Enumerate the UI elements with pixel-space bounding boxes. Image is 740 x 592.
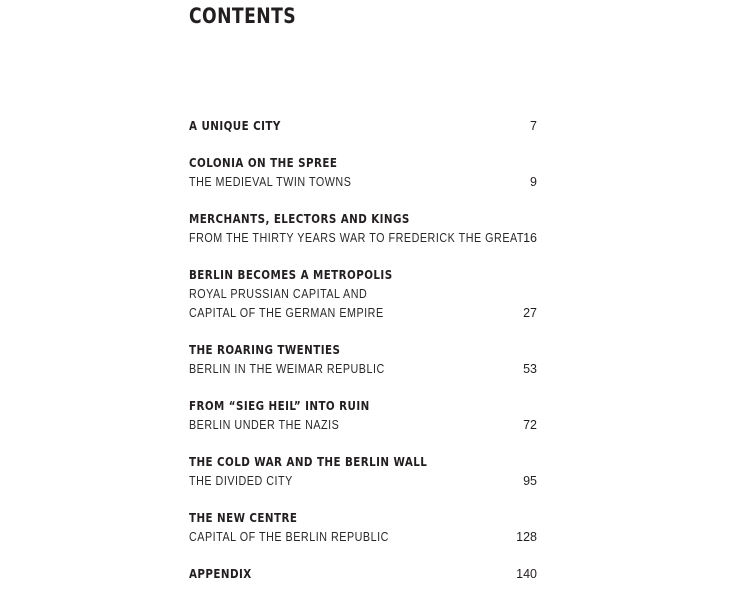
toc-entry-heading: MERCHANTS, ELECTORS AND KINGS [189,212,410,226]
toc-entry-subtitle: THE DIVIDED CITY [189,474,293,488]
toc-entry[interactable] [189,453,549,491]
toc-entry[interactable] [189,397,549,435]
toc-page-number: 53 [523,362,537,376]
toc-page-number: 16 [523,231,537,245]
toc-entry-subtitle: FROM THE THIRTY YEARS WAR TO FREDERICK THE GREAT [189,231,524,245]
toc-page-number: 95 [523,474,537,488]
toc-entry-heading: BERLIN BECOMES A METROPOLIS [189,268,393,282]
toc-page-number: 9 [530,175,537,189]
toc-entry-heading: APPENDIX [189,567,252,581]
toc-page-number: 7 [530,119,537,133]
toc-entry[interactable] [189,509,549,547]
toc-entry-subtitle: ROYAL PRUSSIAN CAPITAL AND [189,287,368,301]
toc-entry-subtitle: BERLIN UNDER THE NAZIS [189,418,340,432]
table-of-contents [189,117,549,584]
toc-entry[interactable] [189,341,549,379]
toc-entry-subtitle: CAPITAL OF THE GERMAN EMPIRE [189,306,384,320]
toc-entry[interactable] [189,154,549,192]
toc-page-number: 140 [516,567,537,581]
toc-entry-subtitle: THE MEDIEVAL TWIN TOWNS [189,175,352,189]
toc-page-number: 72 [523,418,537,432]
toc-entry[interactable] [189,117,549,136]
toc-entry-heading: FROM “SIEG HEIL” INTO RUIN [189,399,370,413]
toc-page-number: 27 [523,306,537,320]
toc-entry[interactable] [189,210,549,248]
toc-page-number: 128 [516,530,537,544]
toc-entry[interactable] [189,266,549,323]
toc-entry-heading: THE COLD WAR AND THE BERLIN WALL [189,455,428,469]
toc-entry-heading: COLONIA ON THE SPREE [189,156,338,170]
toc-entry[interactable] [189,565,549,584]
page-title: CONTENTS [189,4,297,28]
toc-entry-heading: THE NEW CENTRE [189,511,298,525]
toc-entry-heading: A UNIQUE CITY [189,119,281,133]
toc-entry-heading: THE ROARING TWENTIES [189,343,341,357]
toc-entry-subtitle: BERLIN IN THE WEIMAR REPUBLIC [189,362,385,376]
toc-entry-subtitle: CAPITAL OF THE BERLIN REPUBLIC [189,530,389,544]
